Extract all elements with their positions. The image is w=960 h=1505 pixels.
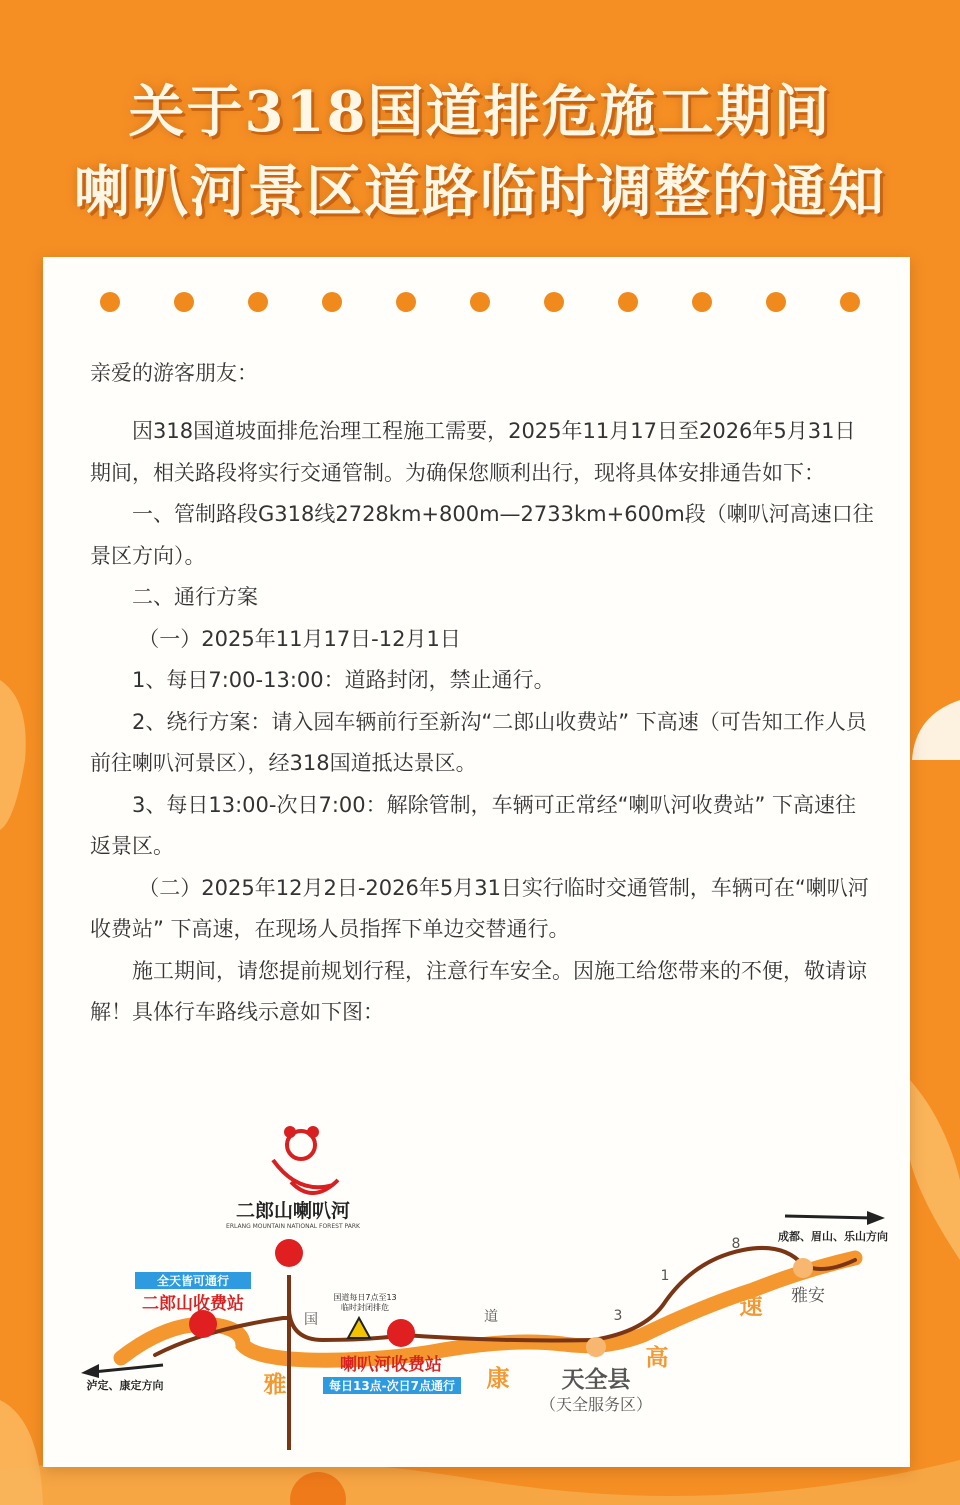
national-char-8: 8 (731, 1236, 741, 1252)
panda-logo-icon (273, 1126, 338, 1193)
dot-decoration (174, 292, 194, 312)
laba-badge-text: 每日13点-次日7点通行 (328, 1379, 456, 1393)
national-char-3: 3 (613, 1308, 623, 1324)
dot-decoration (840, 292, 860, 312)
paragraph-item-2: 2、绕行方案：请入园车辆前行至新沟“二郎山收费站” 下高速（可告知工作人员前往喇叭河景区），经318国道抵达景区。 (90, 709, 867, 775)
greeting: 亲爱的游客朋友： (90, 361, 258, 385)
erlang-station-label: 二郎山收费站 (142, 1294, 244, 1314)
paragraph-period-2: （二）2025年12月2日-2026年5月31日实行临时交通管制，车辆可在“喇叭河收费站” 下高速，在现场人员指挥下单边交替通行。 (90, 875, 869, 941)
highway-char-gao: 高 (645, 1345, 669, 1371)
tianquan-sublabel: （天全服务区） (539, 1395, 653, 1414)
leaf-decoration-right (912, 700, 960, 760)
notice-title-line1: 关于318国道排危施工期间 (128, 79, 832, 145)
national-char-dao: 道 (484, 1309, 498, 1325)
logo-pin-marker (275, 1239, 303, 1267)
tianquan-marker (586, 1337, 606, 1357)
arrow-right-head-icon (867, 1211, 885, 1225)
laba-station-label: 喇叭河收费站 (340, 1355, 442, 1375)
dot-decoration (618, 292, 638, 312)
paragraph-item-1: 1、每日7:00-13:00：道路封闭，禁止通行。 (132, 668, 555, 692)
erlang-badge-text: 全天皆可通行 (156, 1274, 230, 1288)
paragraph-section-2: 二、通行方案 (132, 585, 258, 609)
dot-decoration (692, 292, 712, 312)
laba-station-marker (387, 1319, 415, 1347)
logo-name: 二郎山喇叭河 (235, 1200, 351, 1222)
yaan-label: 雅安 (791, 1286, 825, 1306)
closure-note-line1: 国道每日7点至13 (333, 1293, 397, 1302)
dot-decoration (544, 292, 564, 312)
leaf-decoration-bottom-right (910, 1080, 960, 1260)
paragraph-closing: 施工期间，请您提前规划行程，注意行车安全。因施工给您带来的不便，敬请谅解！具体行车路线示意如下图： (90, 958, 867, 1024)
dot-decoration (766, 292, 786, 312)
erlang-station-marker (189, 1310, 217, 1338)
highway-char-su: 速 (739, 1294, 763, 1320)
arrow-left-head-icon (81, 1364, 99, 1378)
national-char-1: 1 (660, 1268, 670, 1284)
paragraph-item-3: 3、每日13:00-次日7:00：解除管制，车辆可正常经“喇叭河收费站” 下高速往返景区。 (90, 792, 857, 858)
notice-body (90, 411, 876, 1034)
logo-subtitle: ERLANG MOUNTAIN NATIONAL FOREST PARK (226, 1223, 360, 1230)
highway-char-ya: 雅 (263, 1372, 287, 1398)
direction-right-label: 成都、眉山、乐山方向 (778, 1230, 888, 1243)
highway-char-kang: 康 (486, 1366, 510, 1392)
arrow-left-icon (93, 1365, 163, 1372)
closure-note-line2: 临时封闭排危 (341, 1303, 389, 1312)
dot-row-decoration (0, 292, 960, 314)
dot-decoration (248, 292, 268, 312)
paragraph-section-1: 一、管制路段G318线2728km+800m—2733km+600m段（喇叭河高速口往景区方向）。 (90, 502, 874, 568)
direction-left-label: 泸定、康定方向 (86, 1379, 164, 1392)
dot-decoration (396, 292, 416, 312)
notice-title-line2: 喇叭河景区道路临时调整的通知 (74, 159, 886, 225)
dot-decoration (322, 292, 342, 312)
yaan-marker (793, 1258, 813, 1278)
paragraph-period-1: （一）2025年11月17日-12月1日 (138, 626, 461, 651)
tianquan-label: 天全县 (561, 1367, 631, 1393)
paragraph-intro: 因318国道坡面排危治理工程施工需要，2025年11月17日至2026年5月31日期间，相关路段将实行交通管制。为确保您顺利出行，现将具体安排通告如下： (90, 419, 856, 485)
arrow-right-icon (785, 1216, 873, 1218)
route-map (43, 1110, 910, 1450)
leaf-decoration-left (0, 680, 26, 830)
national-char-guo: 国 (304, 1312, 318, 1328)
dot-decoration (470, 292, 490, 312)
dot-decoration (100, 292, 120, 312)
construction-triangle-icon (348, 1318, 370, 1338)
